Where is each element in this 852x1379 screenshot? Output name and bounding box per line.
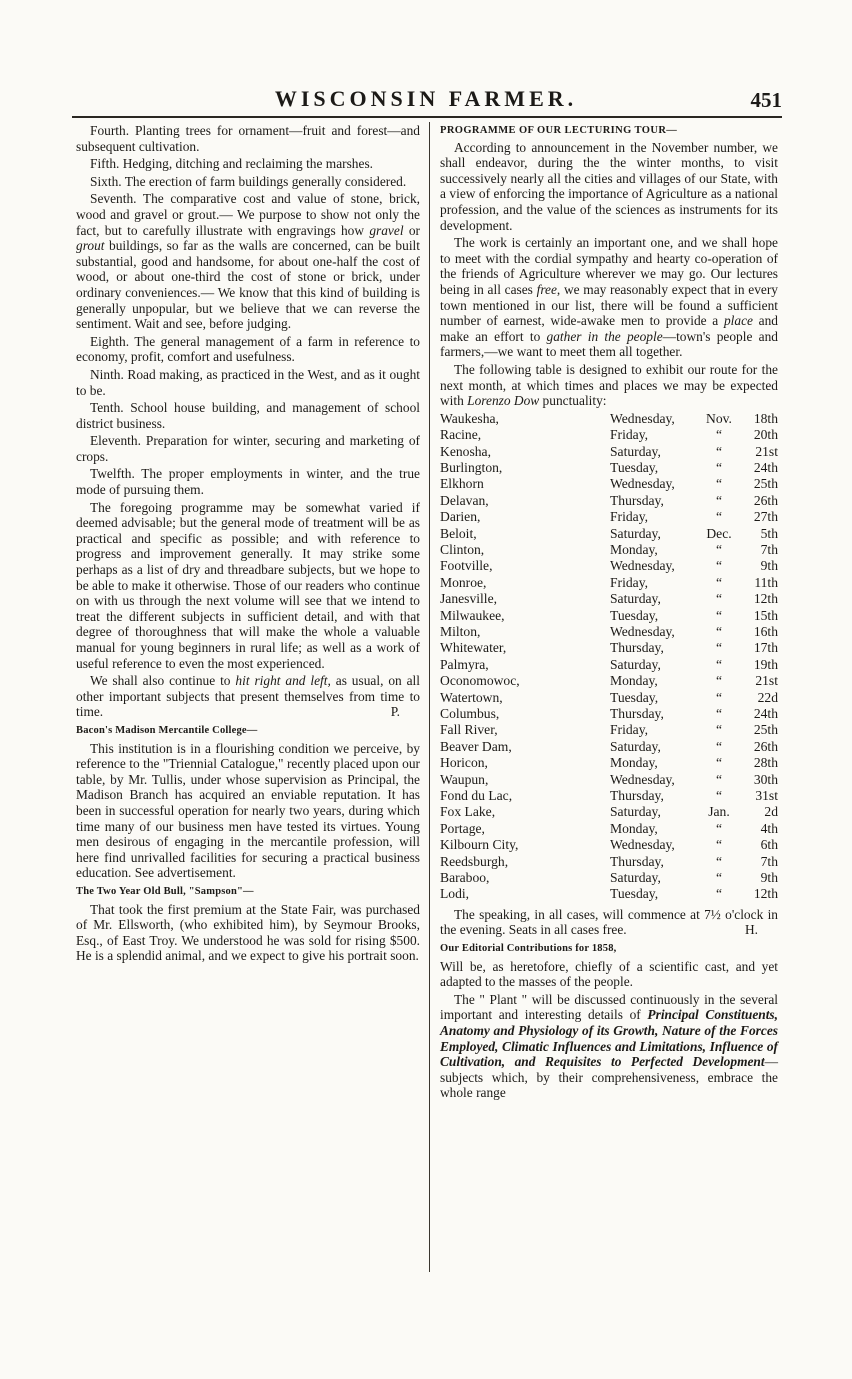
schedule-day: Tuesday, [610, 886, 659, 902]
emphasis-hit-right: hit right and left, [235, 673, 331, 689]
text-run: The " Plant " will be discussed continuously in the several important and interesting details of [440, 991, 778, 1023]
schedule-row [440, 640, 778, 656]
paragraph-programme-note: The foregoing programme may be somewhat varied if deemed advisable; but the general mode of treatment will be as practical and specific as possible; and with reference to progress and improvement generally. It may strike some perhaps as a list of dry and threadbare subjects, but we hope to be able to make it otherwise. Those of our readers who continue on with us through the next volume will see that we intend to treat the different subjects in sufficient detail, and with that degree of thoroughness that will make the whole a valuable manual for young beginners in rural life; as well as a work of useful reference to even the most experienced. [76, 499, 420, 671]
schedule-row [440, 444, 778, 460]
schedule-month: “ [715, 492, 723, 508]
schedule-town: Milton, [440, 623, 481, 639]
schedule-day: Friday, [610, 574, 649, 590]
schedule-date: 6th [760, 837, 778, 853]
tour-schedule-table [440, 411, 778, 903]
schedule-month: “ [715, 607, 723, 623]
schedule-date: 19th [753, 656, 778, 672]
paragraph-bull-sampson: That took the first premium at the State Fair, was purchased of Mr. Ellsworth, (who exhibited him), by Seymour Brooks, Esq., of East Troy. We understood he was sold for rising $500. He is a splendid animal, and we expect to give his portrait soon. [76, 901, 420, 964]
schedule-month: “ [715, 755, 723, 771]
schedule-month: “ [715, 640, 723, 656]
schedule-month: Jan. [708, 804, 730, 820]
schedule-town: Kenosha, [440, 443, 491, 459]
schedule-town: Clinton, [440, 541, 485, 557]
schedule-day: Saturday, [610, 656, 661, 672]
schedule-month: Dec. [706, 525, 732, 541]
text-run: , we may reasonably expect that in every town mentioned in our list, there will be found a sufficient number of earnest, wide-awake men to provide a [440, 281, 778, 329]
schedule-date: 5th [760, 525, 778, 541]
schedule-day: Thursday, [610, 853, 664, 869]
schedule-month: “ [715, 886, 723, 902]
schedule-town: Palmyra, [440, 656, 489, 672]
schedule-date: 18th [753, 410, 778, 426]
schedule-month: “ [715, 476, 723, 492]
schedule-date: 27th [753, 509, 778, 525]
schedule-day: Monday, [610, 673, 658, 689]
text-run: The work is certainly an important one, and we shall hope to meet with the cordial sympathy and hearty co-operation of the friends of Agriculture wherever we may go. Our lectures being in all cases [440, 235, 778, 297]
schedule-day: Saturday, [610, 591, 661, 607]
emphasis-free: free [536, 281, 557, 297]
signature-p: P. [390, 704, 400, 720]
schedule-row [440, 526, 778, 542]
text-run: punctuality: [539, 393, 607, 409]
schedule-day: Monday, [610, 755, 658, 771]
schedule-row [440, 673, 778, 689]
text-run: or [403, 222, 420, 238]
schedule-month: “ [715, 656, 723, 672]
schedule-day: Thursday, [610, 492, 664, 508]
schedule-date: 25th [753, 476, 778, 492]
schedule-town: Fall River, [440, 722, 498, 738]
schedule-date: 9th [760, 558, 778, 574]
schedule-date: 12th [753, 591, 778, 607]
schedule-month: Nov. [706, 410, 732, 426]
schedule-date: 26th [753, 738, 778, 754]
schedule-date: 31st [755, 788, 778, 804]
schedule-row [440, 493, 778, 509]
text-run: and make an effort to [440, 313, 778, 344]
paragraph-eleventh: Eleventh. Preparation for winter, securing and marketing of crops. [76, 433, 420, 464]
schedule-day: Wednesday, [610, 623, 675, 639]
schedule-month: “ [715, 706, 723, 721]
schedule-row [440, 837, 778, 853]
page-number: 451 [750, 88, 782, 112]
schedule-row [440, 558, 778, 574]
emphasis-gravel: gravel [369, 222, 404, 238]
schedule-month: “ [715, 509, 723, 525]
heading-bacon-college: Bacon's Madison Mercantile College— [76, 724, 258, 736]
schedule-town: Oconomowoc, [440, 673, 520, 689]
schedule-day: Friday, [610, 509, 649, 525]
text-run: —subjects which, by their comprehensiveness, embrace the whole range [440, 1054, 778, 1101]
schedule-town: Whitewater, [440, 640, 507, 656]
schedule-town: Portage, [440, 820, 485, 836]
schedule-row [440, 624, 778, 640]
signature-h: H. [744, 922, 758, 938]
schedule-day: Tuesday, [610, 689, 659, 705]
schedule-day: Thursday, [610, 640, 664, 656]
schedule-date: 24th [753, 459, 778, 475]
schedule-date: 11th [754, 574, 778, 590]
schedule-row [440, 886, 778, 902]
schedule-date: 21st [755, 443, 778, 459]
schedule-date: 25th [753, 722, 778, 738]
schedule-row [440, 509, 778, 525]
schedule-town: Columbus, [440, 706, 500, 721]
schedule-day: Wednesday, [610, 410, 675, 426]
schedule-date: 15th [753, 607, 778, 623]
schedule-day: Friday, [610, 722, 649, 738]
schedule-day: Saturday, [610, 443, 661, 459]
schedule-town: Reedsburgh, [440, 853, 509, 869]
schedule-day: Monday, [610, 820, 658, 836]
heading-editorial: Our Editorial Contributions for 1858, [440, 943, 617, 955]
schedule-town: Darien, [440, 509, 481, 525]
schedule-day: Thursday, [610, 706, 664, 721]
schedule-row [440, 706, 778, 722]
emphasis-gather: gather in the people [546, 328, 663, 344]
schedule-town: Beaver Dam, [440, 738, 512, 754]
paragraph-eighth: Eighth. The general management of a farm in reference to economy, profit, comfort and usefulness. [76, 333, 420, 365]
schedule-day: Wednesday, [610, 837, 675, 853]
schedule-row [440, 411, 778, 427]
schedule-date: 17th [753, 640, 778, 656]
schedule-town: Baraboo, [440, 870, 490, 886]
paragraph-tour-intro: According to announcement in the November number, we shall endeavor, during the the winter months, to visit successively nearly all the cities and villages of our State, with a view of enforcing the importance of Agriculture as a national profession, and the value of the sciences as instruments for its development. [440, 139, 778, 233]
schedule-month: “ [715, 591, 723, 607]
schedule-town: Monroe, [440, 574, 487, 590]
schedule-row [440, 460, 778, 476]
schedule-town: Milwaukee, [440, 607, 505, 623]
schedule-month: “ [715, 558, 723, 574]
schedule-row [440, 854, 778, 870]
text-run: as usual, on all other important subjects that present themselves from time to time. [76, 673, 420, 720]
schedule-date: 20th [753, 427, 778, 443]
schedule-month: “ [715, 738, 723, 754]
paragraph-speaking [440, 907, 778, 938]
right-column [440, 123, 778, 1103]
schedule-row [440, 657, 778, 673]
heading-bull-sampson: The Two Year Old Bull, "Sampson"— [76, 885, 254, 897]
schedule-month: “ [715, 459, 723, 475]
paragraph-bacon-college: This institution is in a flourishing condition we perceive, by reference to the "Triennial Catalogue," recently placed upon our table, by Mr. Tullis, under whose supervision as Principal, the Madison Branch has acquired an enviable reputation. It has been in successful operation for nearly two years, during which time many of our business men have tested its virtues. Young men desirous of engaging in the mercantile profession, will here find unrivalled facilities for securing a practical business education. See advertisement. [76, 740, 420, 881]
paragraph-tenth: Tenth. School house building, and management of school district business. [76, 400, 420, 431]
schedule-month: “ [715, 837, 723, 853]
paragraph-twelfth: Twelfth. The proper employments in winter, and the true mode of pursuing them. [76, 466, 420, 498]
schedule-town: Waukesha, [440, 410, 499, 426]
schedule-month: “ [715, 820, 723, 836]
emphasis-lorenzo-dow: Lorenzo Dow [467, 393, 540, 409]
paragraph-editorial: Will be, as heretofore, chiefly of a scientific cast, and yet adapted to the masses of the people. [440, 958, 778, 990]
schedule-town: Footville, [440, 558, 493, 574]
schedule-date: 22d [757, 689, 778, 705]
schedule-row [440, 591, 778, 607]
schedule-day: Wednesday, [610, 558, 675, 574]
schedule-town: Elkhorn [440, 476, 484, 492]
column-divider [429, 122, 430, 1272]
schedule-row [440, 804, 778, 820]
schedule-day: Saturday, [610, 738, 661, 754]
schedule-month: “ [715, 574, 723, 590]
paragraph-hit-right [76, 673, 420, 720]
header-rule [72, 116, 782, 118]
text-run: The following table is designed to exhibit our route for the next month, at which times and places we may be expected with [440, 361, 778, 409]
schedule-town: Beloit, [440, 525, 477, 541]
schedule-day: Tuesday, [610, 607, 659, 623]
schedule-month: “ [715, 722, 723, 738]
paragraph-tour-table-intro [440, 362, 778, 409]
schedule-month: “ [715, 689, 723, 705]
paragraph-plant [440, 992, 778, 1101]
heading-lecturing-tour: PROGRAMME OF OUR LECTURING TOUR— [440, 125, 678, 136]
text-run: buildings, so far as the walls are concerned, can be built substantial, good and handsome, for about one-half the cost of wood, or about one-third the cost of stone or brick, under ordinary conveniences.— We know that this kind of building is generally unpopular, but we believe that we can reverse the sentiment. Wait and see, before judging. [76, 238, 420, 332]
schedule-town: Kilbourn City, [440, 837, 519, 853]
schedule-month: “ [715, 673, 723, 689]
schedule-date: 26th [753, 492, 778, 508]
schedule-row [440, 772, 778, 788]
schedule-month: “ [715, 771, 723, 787]
schedule-town: Watertown, [440, 689, 503, 705]
schedule-date: 4th [760, 820, 778, 836]
schedule-row [440, 755, 778, 771]
schedule-town: Janesville, [440, 591, 498, 607]
schedule-day: Monday, [610, 541, 658, 557]
schedule-day: Saturday, [610, 804, 661, 820]
schedule-day: Saturday, [610, 525, 661, 541]
paragraph-tour-work [440, 235, 778, 360]
schedule-town: Racine, [440, 427, 482, 443]
schedule-town: Horicon, [440, 755, 488, 771]
paragraph-fifth: Fifth. Hedging, ditching and reclaiming the marshes. [90, 156, 374, 172]
schedule-date: 30th [753, 771, 778, 787]
schedule-town: Fond du Lac, [440, 788, 513, 804]
schedule-row [440, 821, 778, 837]
schedule-date: 28th [753, 755, 778, 771]
schedule-month: “ [715, 443, 723, 459]
schedule-row [440, 739, 778, 755]
schedule-town: Waupun, [440, 771, 489, 787]
emphasis-plant-topics: Principal Constituents, Anatomy and Physiology of its Growth, Nature of the Forces Employed, Climatic Influences and Limitations, Influence of Cultivation, and Requisites to Perfected Development [440, 1007, 778, 1070]
schedule-date: 16th [753, 623, 778, 639]
running-header: WISCONSIN FARMER. [274, 86, 578, 111]
text-run: The speaking, in all cases, will commence at 7½ o'clock in the evening. Seats in all cases free. [440, 906, 778, 938]
schedule-date: 7th [760, 853, 778, 869]
schedule-month: “ [715, 623, 723, 639]
schedule-day: Wednesday, [610, 771, 675, 787]
schedule-row [440, 575, 778, 591]
schedule-date: 12th [753, 886, 778, 902]
schedule-row [440, 542, 778, 558]
schedule-month: “ [715, 870, 723, 886]
schedule-month: “ [715, 788, 723, 804]
left-column [76, 123, 420, 966]
schedule-row [440, 870, 778, 886]
schedule-date: 2d [764, 804, 778, 820]
schedule-day: Saturday, [610, 870, 661, 886]
text-run: —town's people and farmers,—we want to meet them all together. [440, 328, 778, 360]
schedule-town: Delavan, [440, 492, 489, 508]
schedule-row [440, 608, 778, 624]
schedule-day: Thursday, [610, 788, 664, 804]
paragraph-fourth: Fourth. Planting trees for ornament—fruit and forest—and subsequent cultivation. [76, 123, 420, 154]
text-run: Seventh. The comparative cost and value of stone, brick, wood and gravel or grout.— We purpose to show not only the fact, but to carefully illustrate with engravings how [76, 191, 420, 238]
paragraph-sixth: Sixth. The erection of farm buildings generally considered. [90, 173, 407, 189]
emphasis-grout: grout [76, 238, 105, 254]
schedule-row [440, 690, 778, 706]
schedule-day: Friday, [610, 427, 649, 443]
paragraph-ninth: Ninth. Road making, as practiced in the West, and as it ought to be. [76, 366, 420, 398]
schedule-month: “ [715, 541, 723, 557]
schedule-date: 9th [760, 870, 778, 886]
schedule-town: Lodi, [440, 886, 470, 902]
schedule-row [440, 788, 778, 804]
schedule-month: “ [715, 427, 723, 443]
schedule-town: Burlington, [440, 459, 503, 475]
schedule-month: “ [715, 853, 723, 869]
schedule-day: Wednesday, [610, 476, 675, 492]
schedule-day: Tuesday, [610, 459, 659, 475]
schedule-row [440, 427, 778, 443]
schedule-date: 24th [753, 706, 778, 721]
schedule-date: 7th [760, 541, 778, 557]
paragraph-seventh [76, 191, 420, 331]
schedule-row [440, 722, 778, 738]
schedule-town: Fox Lake, [440, 804, 496, 820]
schedule-date: 21st [755, 673, 778, 689]
emphasis-place: place [723, 313, 753, 329]
schedule-row [440, 476, 778, 492]
text-run: We shall also continue to [90, 673, 236, 689]
